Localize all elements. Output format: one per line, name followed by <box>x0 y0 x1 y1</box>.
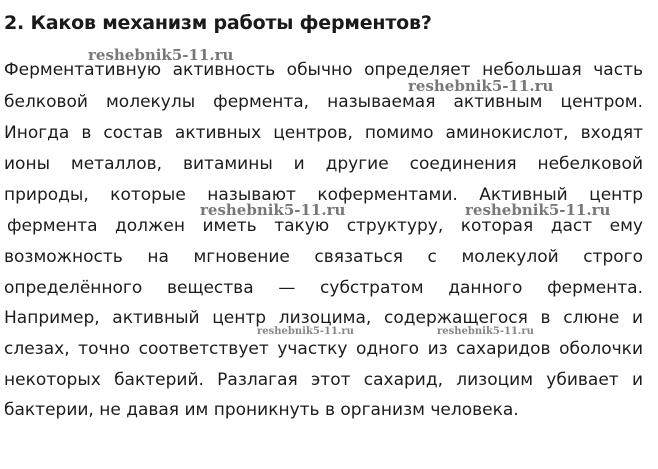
paragraph-line: природы, которые называют коферментами. Активный центр <box>4 185 643 205</box>
watermark: reshebnik5-11.ru <box>437 326 534 337</box>
paragraph-line: бактерии, не давая им проникнуть в организм человека. <box>4 400 519 420</box>
watermark: reshebnik5-11.ru <box>200 201 346 219</box>
paragraph-line: Например, активный центр лизоцима, содержащегося в слюне и <box>4 308 643 328</box>
paragraph-line: фермента должен иметь такую структуру, которая даст ему <box>7 216 643 236</box>
watermark: reshebnik5-11.ru <box>408 77 554 95</box>
paragraph-line: определённого вещества — субстратом данного фермента. <box>4 278 643 298</box>
paragraph-line: возможность на мгновение связаться с молекулой строго <box>4 247 643 267</box>
paragraph-line: белковой молекулы фермента, называемая активным центром. <box>4 92 643 112</box>
watermark: reshebnik5-11.ru <box>465 201 611 219</box>
paragraph-line: Ферментативную активность обычно определяет небольшая часть <box>4 60 643 80</box>
paragraph-line: слезах, точно соответствует участку одного из сахаридов оболочки <box>4 339 643 359</box>
paragraph-line: ионы металлов, витамины и другие соединения небелковой <box>4 154 643 174</box>
paragraph-line: некоторых бактерий. Разлагая этот сахарид, лизоцим убивает и <box>4 370 643 390</box>
watermark: reshebnik5-11.ru <box>257 326 354 337</box>
paragraph-line: Иногда в состав активных центров, помимо аминокислот, входят <box>4 123 643 143</box>
question-heading: 2. Каков механизм работы ферментов? <box>4 12 432 34</box>
watermark: reshebnik5-11.ru <box>88 46 234 64</box>
